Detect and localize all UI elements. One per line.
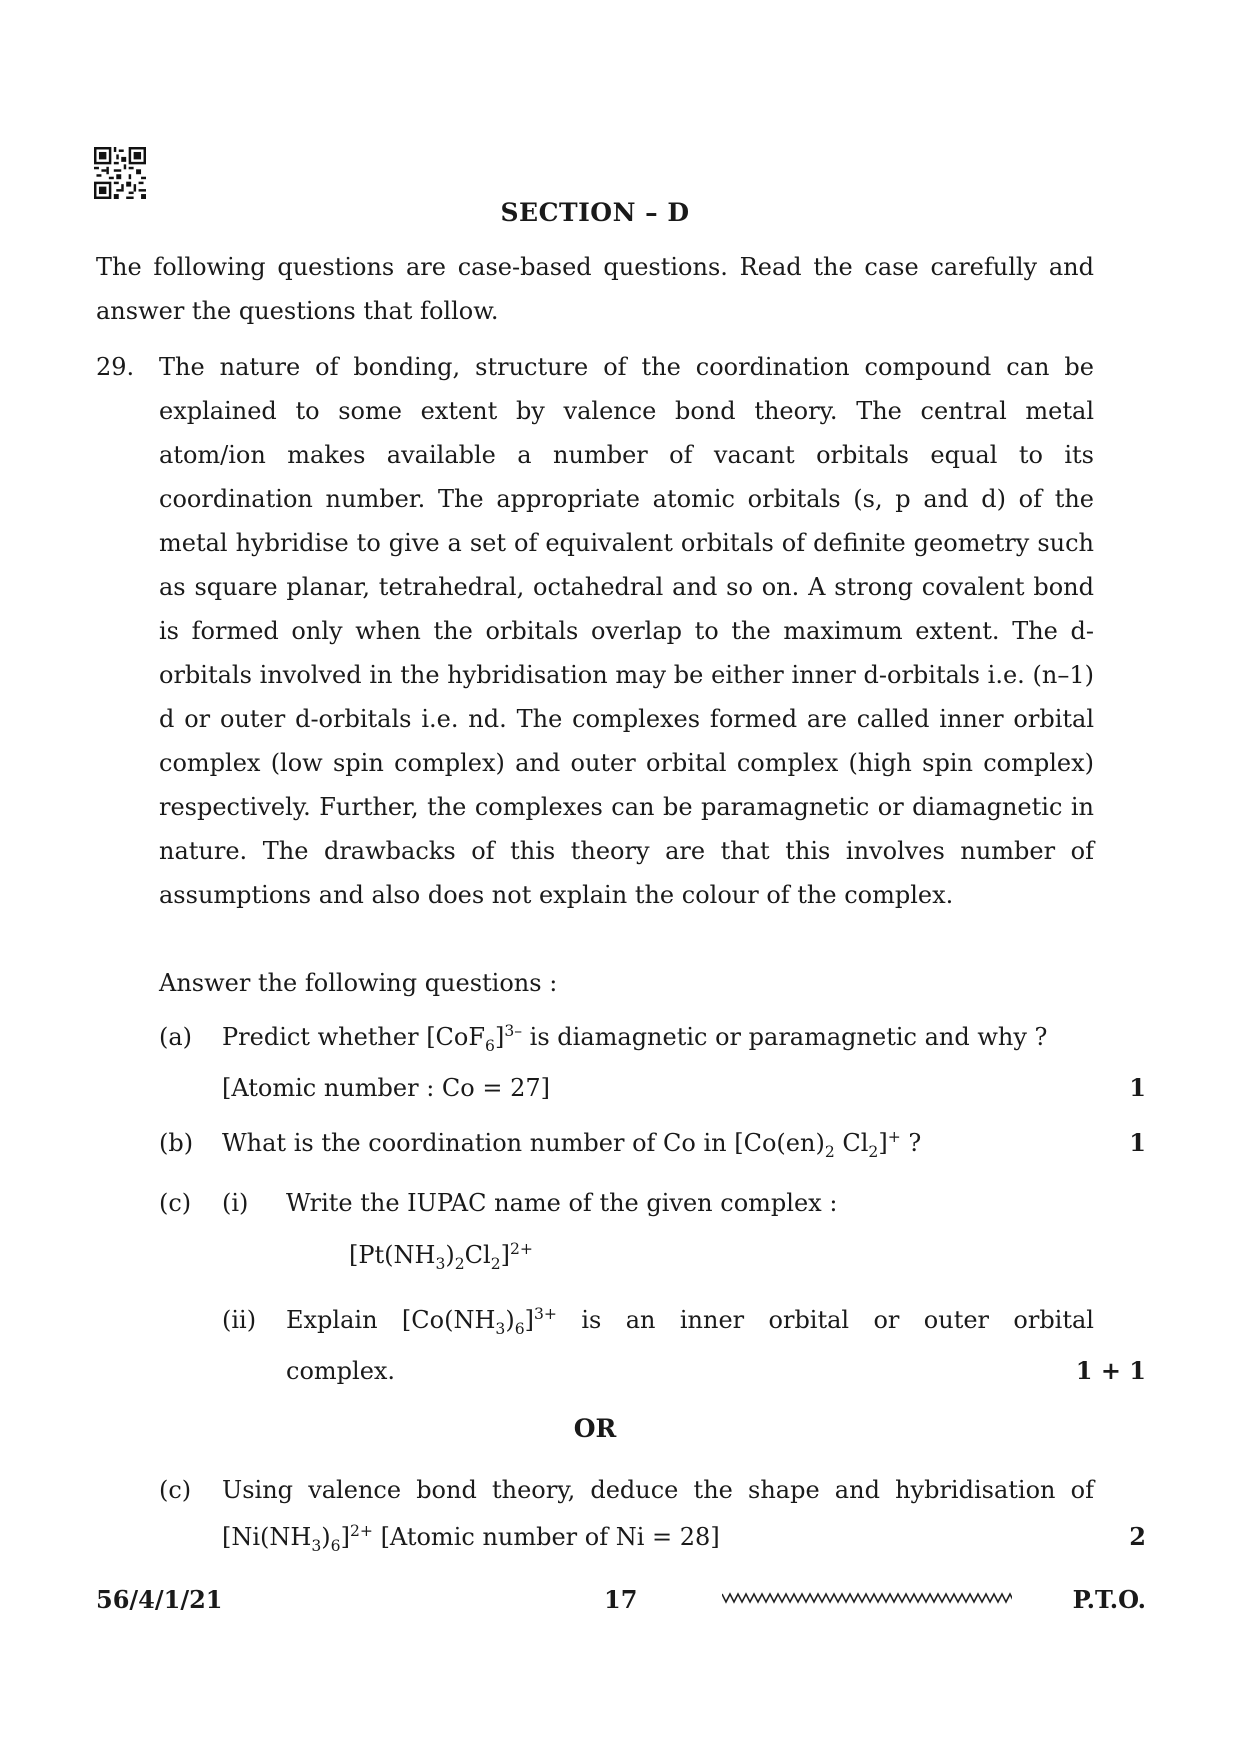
part-c-ii-text: Explain $[Co(NH_3)_6]^{3+}$ is an inner orbital or outer orbital (286, 1305, 1094, 1338)
part-c-i-label: (i) (222, 1189, 249, 1217)
part-b-text: What is the coordination number of Co in [$Co(en)_2$ $Cl_2]^+$ ? (222, 1128, 922, 1161)
part-c-marks: 1 + 1 (1075, 1356, 1146, 1385)
part-c-alt-label: (c) (159, 1476, 192, 1504)
part-c-alt-marks: 2 (1129, 1522, 1146, 1551)
pto-label: P.T.O. (1072, 1585, 1146, 1614)
question-number: 29. (96, 353, 135, 381)
part-c-ii-text-line2: complex. (286, 1357, 396, 1385)
part-b-label: (b) (159, 1129, 194, 1157)
case-passage: The nature of bonding, structure of the coordination compound can be explained to some extent by valence bond theory. The central metal atom/ion makes available a number of vacant orbitals equal to its coordination number. The appropriate atomic orbitals (s, p and d) of the metal hybridise to give a set of equivalent orbitals of definite geometry such as square planar, tetrahedral, octahedral and so on. A strong covalent bond is formed only when the orbitals overlap to the maximum extent. The d-orbitals involved in the hybridisation may be either inner d-orbitals i.e. (n–1) d or outer d-orbitals i.e. nd. The complexes formed are called inner orbital complex (low spin complex) and outer orbital complex (high spin complex) respectively. Further, the complexes can be paramagnetic or diamagnetic in nature. The drawbacks of this theory are that this involves number of assumptions and also does not explain the colour of the complex. (159, 353, 1094, 909)
part-a-marks: 1 (1129, 1073, 1146, 1102)
part-c-i-text: Write the IUPAC name of the given complex : (286, 1189, 838, 1217)
instructions-text: The following questions are case-based questions. Read the case carefully and answer the questions that follow. (96, 253, 1094, 325)
part-a-text: Predict whether $[CoF_6]^{3-}$ is diamagnetic or paramagnetic and why ? (222, 1022, 1048, 1055)
part-b-marks: 1 (1129, 1128, 1146, 1157)
or-separator: OR (573, 1414, 617, 1443)
part-c-ii-label: (ii) (222, 1306, 257, 1334)
qr-code-icon (94, 147, 146, 199)
part-c-i-formula: $[Pt(NH_3)_2Cl_2]^{2+}$ (349, 1240, 534, 1273)
part-c-alt-text: Using valence bond theory, deduce the shape and hybridisation of (222, 1476, 1094, 1504)
part-a-atomic-number: [Atomic number : Co = 27] (222, 1074, 551, 1102)
wavy-line-decoration (722, 1590, 1012, 1606)
part-c-alt-formula: $[Ni(NH_3)_6]^{2+}$ [Atomic number of Ni = 28] (222, 1522, 720, 1555)
answer-prompt: Answer the following questions : (159, 969, 558, 997)
part-a-label: (a) (159, 1023, 193, 1051)
section-title: SECTION – D (500, 198, 690, 227)
paper-code: 56/4/1/21 (96, 1585, 223, 1614)
page-number: 17 (604, 1585, 638, 1614)
part-c-label: (c) (159, 1189, 192, 1217)
